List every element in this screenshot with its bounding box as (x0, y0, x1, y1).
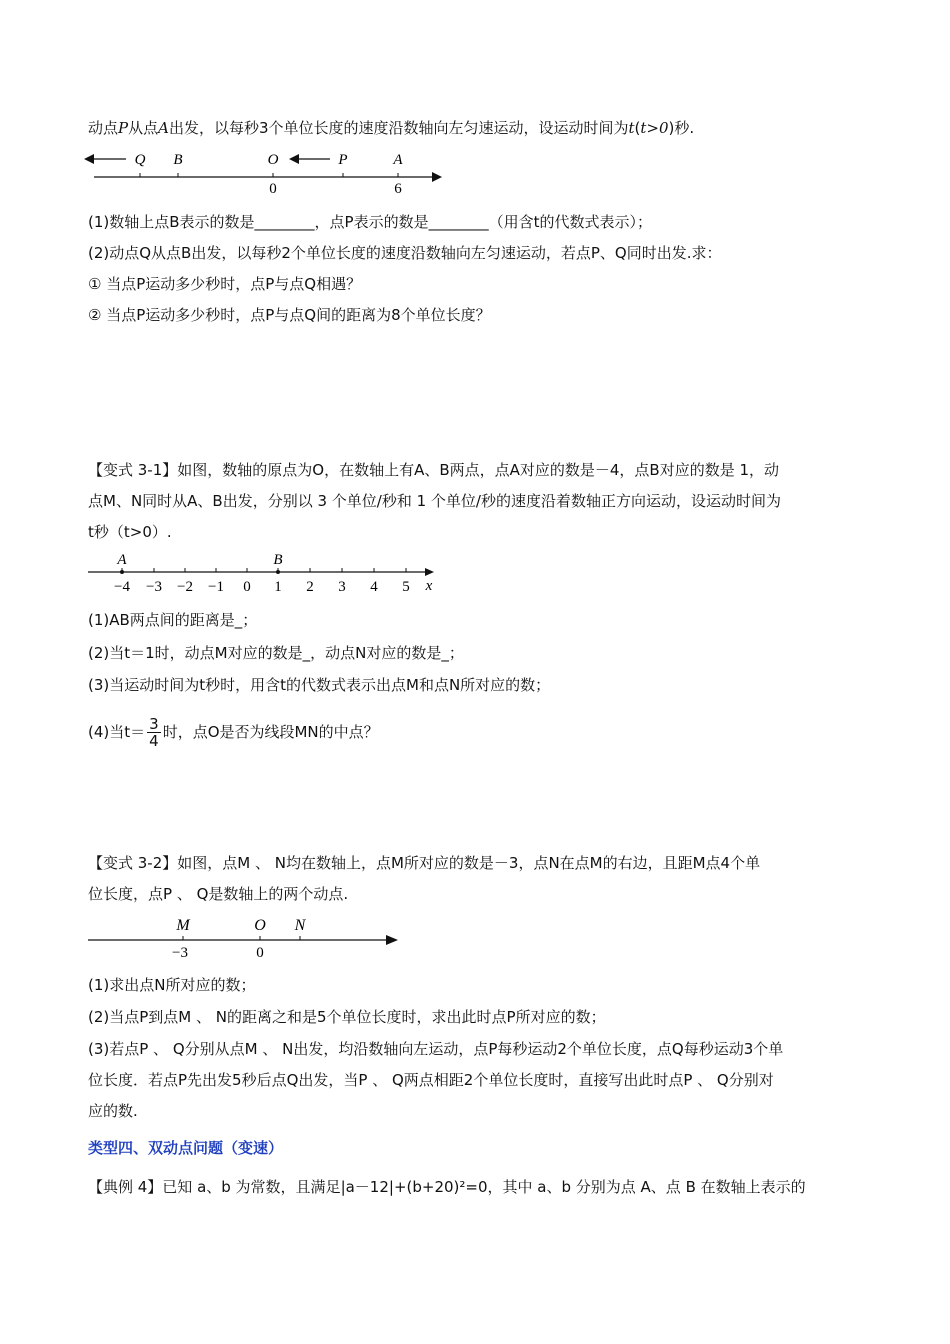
axis3-label-m: M (176, 917, 190, 934)
variant31-line2: 点M、N同时从A、B出发，分别以 3 个单位/秒和 1 个单位/秒的速度沿着数轴正方向运动，设运动时间为 (88, 492, 781, 510)
variant32-line2: 位长度，点P 、 Q是数轴上的两个动点. (88, 885, 349, 903)
number-line-3 (80, 910, 410, 962)
axis1-tick-6: 6 (394, 181, 402, 197)
axis2-tick: −3 (146, 579, 162, 595)
axis2-tick: 0 (243, 579, 251, 595)
variant31-q3: (3)当运动时间为t秒时，用含t的代数式表示出点M和点N所对应的数； (88, 676, 551, 694)
example4-text: 【典例 4】已知 a、b 为常数，且满足|a－12|+(b+20)²=0，其中 a、b 分别为点 A、点 B 在数轴上表示的 (88, 1178, 806, 1196)
axis1-label-q: Q (134, 152, 146, 168)
variant32-q1: (1)求出点N所对应的数； (88, 976, 256, 994)
variant31-line3: t秒（t>0）. (88, 523, 172, 541)
axis1-label-p: P (338, 152, 348, 168)
variant32-q3-line3: 应的数. (88, 1102, 138, 1120)
variant31-q2: (2)当t＝1时，动点M对应的数是_，动点N对应的数是_； (88, 644, 464, 662)
axis3-label-n: N (294, 917, 306, 934)
variant31-q4: (4)当t＝ $\frac{3}{4}$ 时，点O是否为线段MN的中点？ (88, 715, 379, 750)
variant32-q3-line1: (3)若点P 、 Q分别从点M 、 N出发，均沿数轴向左运动，点P每秒运动2个单位长度，点Q每秒运动3个单 (88, 1040, 784, 1058)
axis1-label-a: A (393, 152, 403, 168)
number-line-1 (80, 145, 460, 197)
variant31-line1: 【变式 3-1】如图，数轴的原点为O，在数轴上有A、B两点，点A对应的数是－4，点B对应的数是 1，动 (88, 461, 780, 479)
fraction-three-quarters: $\frac{3}{4}$ (149, 715, 159, 750)
axis2-label-a: A (117, 552, 127, 568)
intro-sentence: 动点P从点A出发，以每秒3个单位长度的速度沿数轴向左匀速运动，设运动时间为t(t>0)秒. (88, 119, 695, 137)
number-line-2 (80, 548, 450, 596)
axis1-label-o: O (267, 152, 279, 168)
axis2-tick: 4 (370, 579, 378, 595)
axis3-tick-m: −3 (172, 945, 188, 961)
problem1-q1: (1)数轴上点B表示的数是________，点P表示的数是________（用含t的代数式表示）； (88, 213, 652, 231)
section4-heading: 类型四、双动点问题（变速） (88, 1139, 284, 1157)
problem1-q2a: ① 当点P运动多少秒时，点P与点Q相遇？ (88, 275, 362, 293)
axis2-tick: −1 (208, 579, 224, 595)
problem1-q2b: ② 当点P运动多少秒时，点P与点Q间的距离为8个单位长度？ (88, 306, 491, 324)
variant32-q3-line2: 位长度．若点P先出发5秒后点Q出发，当P 、 Q两点相距2个单位长度时，直接写出此时点P 、 Q分别对 (88, 1071, 774, 1089)
axis2-tick: −4 (114, 579, 130, 595)
axis2-label-b: B (273, 552, 283, 568)
variant32-line1: 【变式 3-2】如图，点M 、 N均在数轴上，点M所对应的数是－3，点N在点M的右边，且距M点4个单 (88, 854, 761, 872)
axis1-label-b: B (173, 152, 183, 168)
axis1-tick-0: 0 (269, 181, 277, 197)
axis3-tick-o: 0 (256, 945, 264, 961)
axis3-label-o: O (254, 917, 266, 934)
variant31-q1: (1)AB两点间的距离是_； (88, 611, 258, 629)
problem1-q2: (2)动点Q从点B出发，以每秒2个单位长度的速度沿数轴向左匀速运动，若点P、Q同时出发.求： (88, 244, 722, 262)
axis2-tick: 5 (402, 579, 410, 595)
axis2-tick: −2 (177, 579, 193, 595)
variant32-q2: (2)当点P到点M 、 N的距离之和是5个单位长度时，求出此时点P所对应的数； (88, 1008, 606, 1026)
axis2-tick: 2 (306, 579, 314, 595)
axis2-label-x: x (425, 578, 433, 594)
axis2-tick: 1 (274, 579, 282, 595)
axis2-tick: 3 (338, 579, 346, 595)
